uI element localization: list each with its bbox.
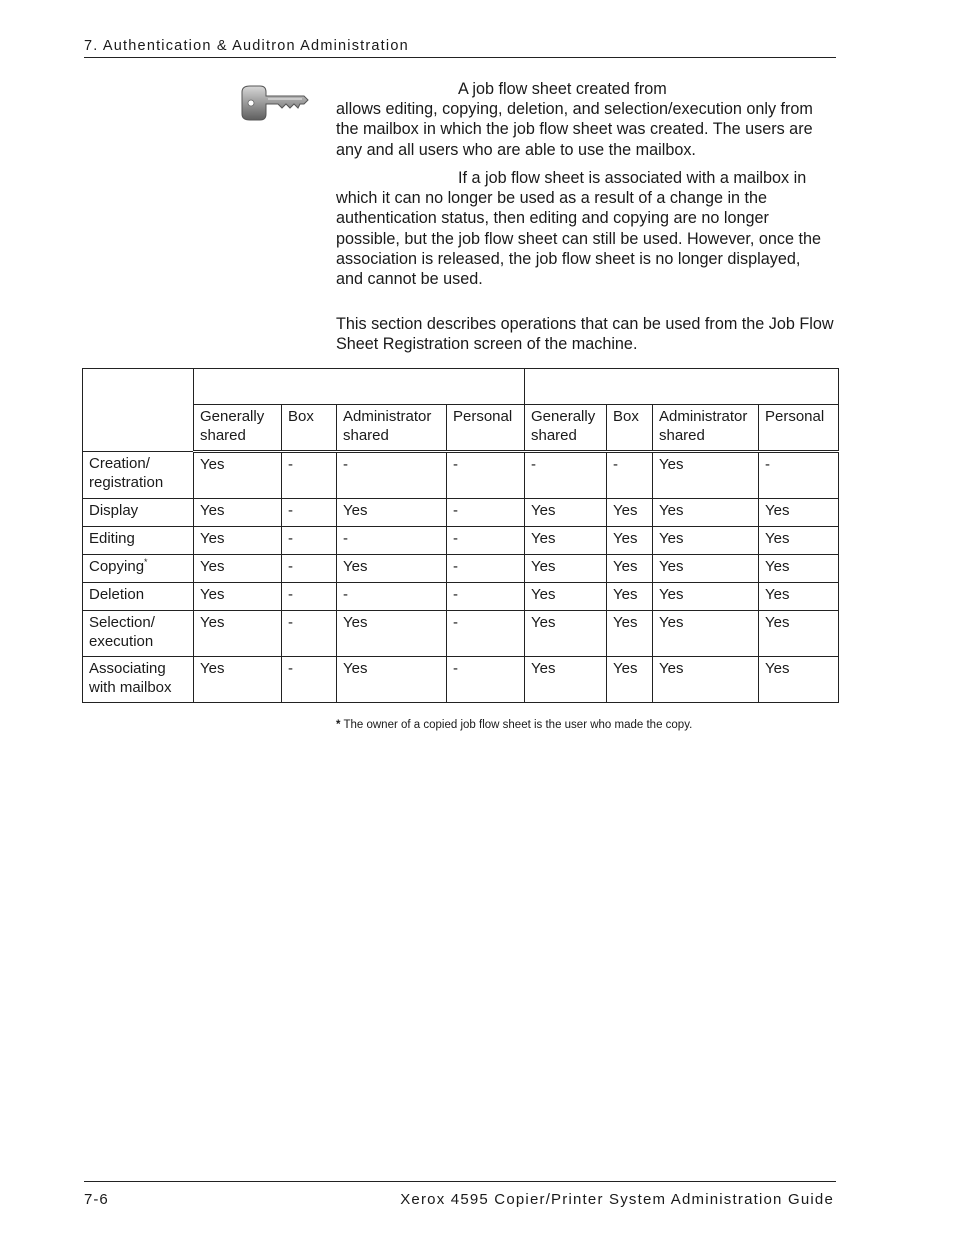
table-group-header-row [83,369,839,405]
table-cell: Yes [194,611,282,657]
table-row-label-text: Editing [89,530,135,547]
table-row-label [83,611,194,657]
table-subheader-cell: Administrator shared [337,405,447,452]
note-paragraph-2-rest: which it can no longer be used as a result of a change in the authentication status, then editing and copying are no longer possible, but the job flow sheet can still be used. However, once the association is released, the job flow sheet is no longer displayed, and cannot be used. [336,189,822,289]
table-cell: Yes [337,657,447,703]
table-cell: Yes [759,527,839,555]
key-icon [238,84,310,124]
table-row-label [83,555,194,583]
note-paragraph-1 [336,79,828,160]
table-cell: Yes [525,555,607,583]
table-cell: Yes [194,583,282,611]
table-row [83,657,839,703]
table-cell: Yes [337,611,447,657]
footnote-reference: * [144,557,148,567]
table-subheader-cell: Administrator shared [653,405,759,452]
page-number: 7-6 [84,1191,109,1208]
table-cell: - [447,657,525,703]
table-cell: Yes [653,611,759,657]
table-cell: - [447,583,525,611]
table-cell: - [282,452,337,499]
table-row [83,583,839,611]
footer-divider [84,1181,836,1182]
operations-table [82,368,839,703]
table-subheader-row [83,405,839,452]
intro-paragraph: This section describes operations that can be used from the Job Flow Sheet Registration screen of the machine. [336,315,834,354]
table-cell: Yes [607,555,653,583]
table-cell: Yes [525,499,607,527]
table-row [83,499,839,527]
note-paragraph-1-line1: A job flow sheet created from [458,80,667,98]
table-cell: - [759,452,839,499]
table-cell: - [337,452,447,499]
table-row-label-text: Creation/ registration [89,455,164,491]
table-row [83,452,839,499]
table-cell: Yes [194,555,282,583]
table-cell: Yes [759,499,839,527]
table-cell: Yes [607,527,653,555]
table-cell: - [337,583,447,611]
table-cell: - [282,527,337,555]
table-cell: Yes [525,583,607,611]
table-cell: - [525,452,607,499]
table-subheader-cell: Personal [759,405,839,452]
table-row-label [83,657,194,703]
table-row-label-text: Associating with mailbox [89,660,172,696]
table-group-header-right [525,369,839,405]
table-cell: Yes [759,555,839,583]
footnote-mark: * [336,719,341,731]
table-subheader-cell: Personal [447,405,525,452]
table-cell: Yes [759,657,839,703]
table-cell: Yes [525,657,607,703]
table-row [83,555,839,583]
table-cell: Yes [759,583,839,611]
chapter-header: 7. Authentication & Auditron Administration [84,38,836,58]
table-cell: Yes [337,555,447,583]
footnote-text: The owner of a copied job flow sheet is the user who made the copy. [340,719,693,731]
table-cell: Yes [653,657,759,703]
table-cell: Yes [607,657,653,703]
table-cell: Yes [653,583,759,611]
table-cell: - [282,499,337,527]
guide-title: Xerox 4595 Copier/Printer System Administration Guide [400,1191,834,1208]
table-cell: Yes [653,499,759,527]
footnote [336,719,692,731]
table-cell: - [447,611,525,657]
table-subheader-cell: Box [607,405,653,452]
table-cell: - [447,499,525,527]
table-row-label-text: Copying [89,558,145,575]
table-cell: Yes [607,583,653,611]
table-row-label [83,499,194,527]
table-cell: - [447,527,525,555]
table-row-label-text: Display [89,502,139,519]
table-cell: - [607,452,653,499]
table-cell: Yes [525,527,607,555]
table-cell: Yes [194,527,282,555]
table-group-header-left [194,369,525,405]
table-row-label-text: Selection/ execution [89,614,155,650]
table-cell: Yes [653,555,759,583]
note-paragraph-1-rest: allows editing, copying, deletion, and selection/execution only from the mailbox in which the job flow sheet was created. The users are any and all users who are able to use the mailbox. [336,100,813,159]
note-paragraph-2 [336,168,828,289]
table-corner-cell [83,369,194,452]
table-cell: Yes [607,499,653,527]
table-cell: Yes [337,499,447,527]
table-cell: Yes [194,452,282,499]
table-cell: Yes [194,499,282,527]
table-row-label [83,452,194,499]
table-cell: - [337,527,447,555]
table-row [83,611,839,657]
table-cell: - [282,583,337,611]
table-body [83,452,839,703]
table-cell: - [282,611,337,657]
table-row-label-text: Deletion [89,586,145,603]
table-row-label [83,527,194,555]
table-cell: Yes [653,452,759,499]
table-subheader-cell: Box [282,405,337,452]
table-cell: - [282,657,337,703]
table-cell: Yes [653,527,759,555]
table-subheader-cell: Generally shared [194,405,282,452]
table-cell: - [282,555,337,583]
table-cell: Yes [194,657,282,703]
table-row [83,527,839,555]
note-paragraph-2-line1: If a job flow sheet is associated with a mailbox in [458,169,807,187]
table-cell: Yes [759,611,839,657]
table-cell: Yes [525,611,607,657]
table-cell: - [447,452,525,499]
table-cell: - [447,555,525,583]
table-cell: Yes [607,611,653,657]
table-subheader-cell: Generally shared [525,405,607,452]
table-row-label [83,583,194,611]
